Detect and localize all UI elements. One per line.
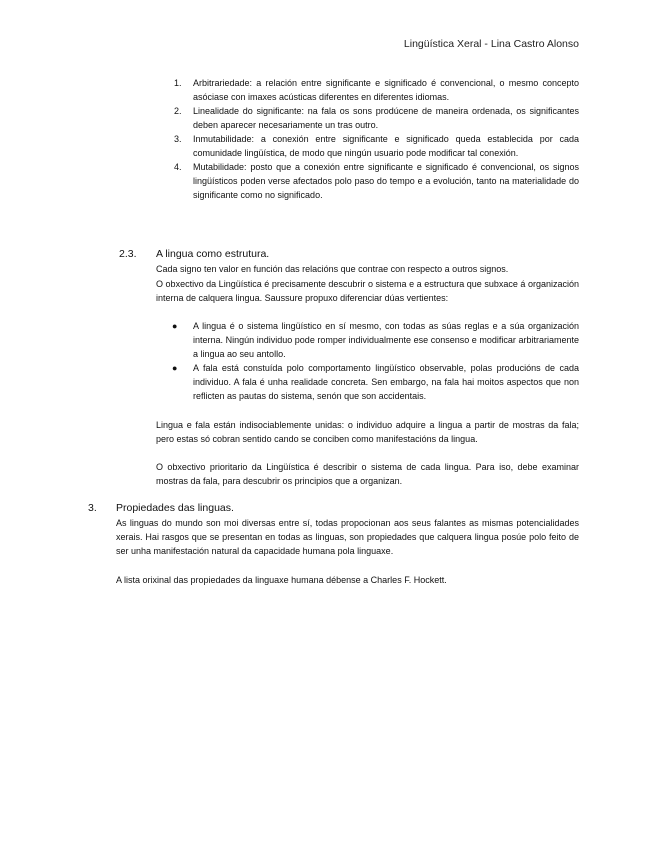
list-item — [174, 104, 579, 132]
section-title: A lingua como estrutura. — [156, 248, 270, 260]
list-text: Linealidade do significante: na fala os sons prodúcene de maneira ordenada, os significantes deben aparecer necesariamente un tras outro. — [193, 106, 579, 130]
paragraph: Lingua e fala están indisociablemente unidas: o individuo adquire a lingua a partir de mostras da fala; pero estas só cobran sentido cando se conciben como manifestacións da lingua. — [156, 420, 579, 444]
list-text: Arbitrariedade: a relación entre significante e significado é convencional, o mesmo concepto asóciase con imaxes acústicas diferentes en diferentes idiomas. — [193, 78, 579, 102]
list-item — [174, 160, 579, 202]
section-title: Propiedades das linguas. — [116, 502, 234, 514]
page-header: Lingüística Xeral - Lina Castro Alonso — [403, 38, 579, 50]
bullet-list — [172, 319, 579, 403]
list-item — [174, 76, 579, 104]
list-number: 2. — [174, 106, 182, 116]
bullet-text: A fala está constuída polo comportamento lingüístico observable, polas producións de cada individuo. A fala é unha realidade concreta. Sen embargo, na fala hai moitos aspectos que non reflicten as pautas do sistema, senón que son accidentais. — [193, 363, 579, 401]
list-number: 3. — [174, 134, 182, 144]
bullet-text: A lingua é o sistema lingüístico en sí mesmo, con todas as súas reglas e a súa organización interna. Ningún individuo pode romper individualmente ese consenso e modificar arbitrariamente a lingua ao seu antollo. — [193, 321, 579, 359]
paragraph: A lista orixinal das propiedades da linguaxe humana débense a Charles F. Hockett. — [116, 575, 447, 585]
list-number: 4. — [174, 162, 182, 172]
list-number: 1. — [174, 78, 182, 88]
list-item — [174, 132, 579, 160]
properties-list — [174, 76, 579, 202]
bullet-icon: ● — [172, 321, 178, 331]
paragraph: O obxectivo da Lingüística é precisamente descubrir o sistema e a estructura que subxace á organización interna de calquera lingua. Saussure propuxo diferenciar dúas vertientes: — [156, 279, 579, 303]
list-item — [172, 361, 579, 403]
bullet-icon: ● — [172, 363, 178, 373]
list-text: Mutabilidade: posto que a conexión entre significante e significado é convencional, os signos lingüísticos poden verse afectados polo paso do tempo e a evolución, tanto na materialidade do significante como no significado. — [193, 162, 579, 200]
paragraph: As linguas do mundo son moi diversas entre sí, todas propocionan aos seus falantes as mismas potencialidades xerais. Hai rasgos que se presentan en todas as linguas, son propiedades que calquera lingua posúe polo feito de ser unha manifestación natural da capacidade humana pola linguaxe. — [116, 518, 579, 556]
section-number: 2.3. — [119, 248, 137, 260]
section-number: 3. — [88, 502, 97, 514]
paragraph: O obxectivo prioritario da Lingüística é describir o sistema de cada lingua. Para iso, debe examinar mostras da fala, para descubrir os principios que a organizan. — [156, 462, 579, 486]
list-text: Inmutabilidade: a conexión entre significante e significado queda establecida por cada comunidade lingüística, de modo que ningún usuario pode modificar tal conexión. — [193, 134, 579, 158]
list-item — [172, 319, 579, 361]
paragraph: Cada signo ten valor en función das relacións que contrae con respecto a outros signos. — [156, 264, 509, 274]
